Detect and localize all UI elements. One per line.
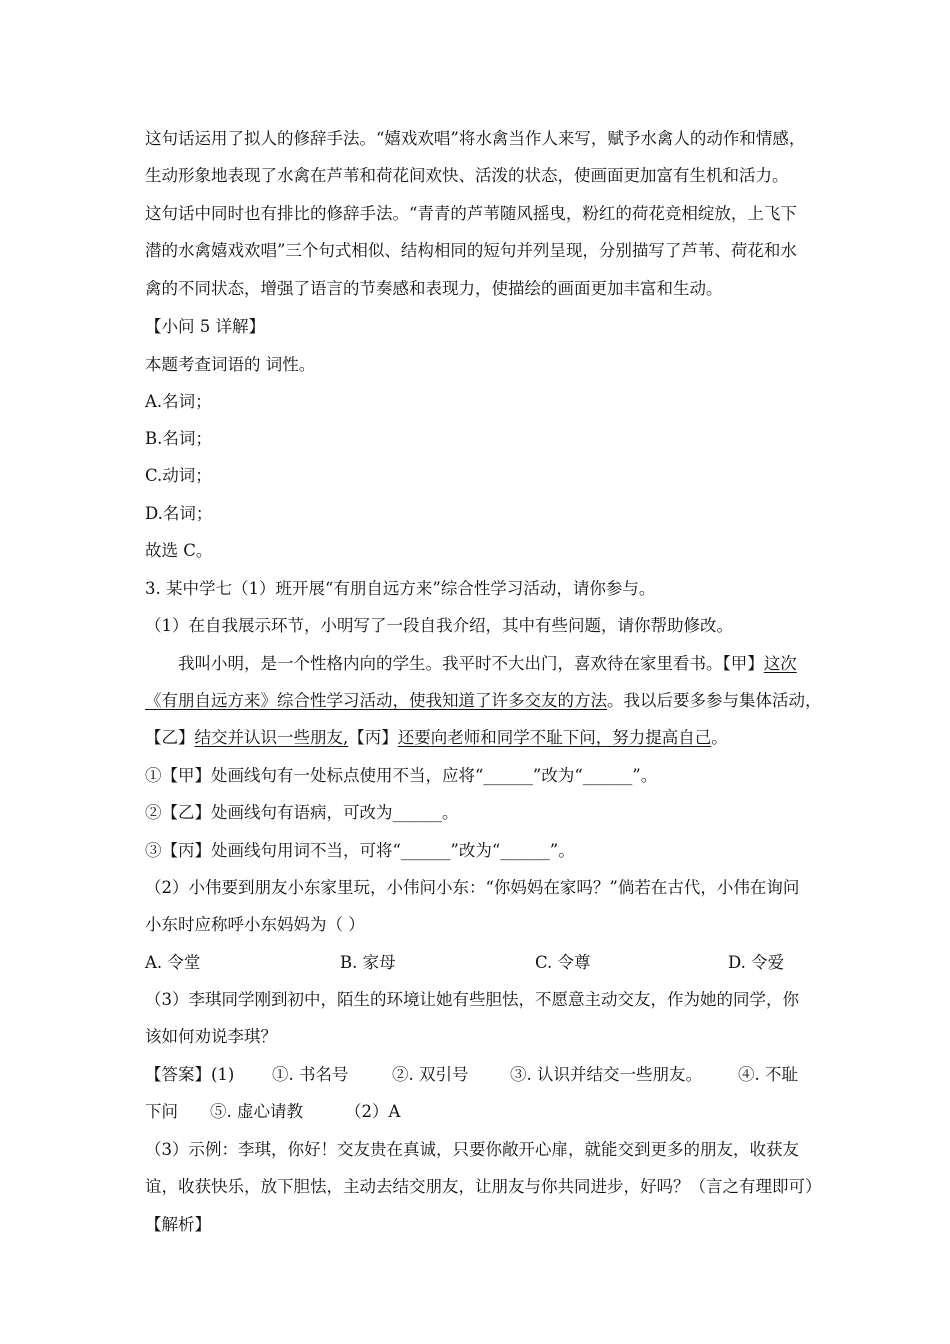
choice-option: A. 令堂 (145, 953, 201, 972)
answer-item: （2）A (345, 1102, 401, 1121)
section-heading: 【小问 5 详解】 (145, 317, 265, 336)
conclusion-text: 故选 C。 (145, 541, 213, 560)
underlined-sentence-yi: 结交并认识一些朋友, (194, 728, 349, 747)
underlined-sentence-jia: 《有朋自远方来》综合性学习活动，使我知道了许多交友的方法 (145, 691, 607, 710)
sub-question: （1）在自我展示环节，小明写了一段自我介绍，其中有些问题，请你帮助修改。 (145, 616, 733, 635)
paragraph-line: 禽的不同状态，增强了语言的节奏感和表现力，使描绘的画面更加丰富和生动。 (145, 279, 723, 298)
explanation-text: 本题考查词语的 词性。 (145, 355, 316, 374)
choice-option: C. 令尊 (535, 953, 591, 972)
answer-label: 【答案】(1) (145, 1065, 235, 1084)
answer-item: ④. 不耻 (738, 1065, 798, 1084)
option-analysis: D.名词； (145, 504, 213, 523)
passage-text: 我叫小明，是一个性格内向的学生。我平时不大出门，喜欢待在家里看书。【甲】 (178, 654, 764, 673)
passage-line (145, 687, 822, 711)
answer-example: 谊，收获快乐，放下胆怯，主动去结交朋友，让朋友与你共同进步，好吗？（言之有理即可） (145, 1177, 822, 1196)
passage-line (178, 650, 797, 674)
sub-question: 小东时应称呼小东妈妈为（ ） (145, 915, 365, 934)
choice-option: D. 令爱 (728, 953, 785, 972)
answer-item: ③. 认识并结交一些朋友。 (510, 1065, 702, 1084)
question-item: ②【乙】处画线句有语病，可改为______。 (145, 803, 459, 822)
option-analysis: A.名词； (145, 392, 212, 411)
answer-item: ②. 双引号 (392, 1065, 469, 1084)
paragraph-line: 这句话运用了拟人的修辞手法。“嬉戏欢唱”将水禽当作人来写，赋予水禽人的动作和情感， (145, 129, 806, 148)
question-item: ③【丙】处画线句用词不当，可将“______”改为“______”。 (145, 841, 575, 860)
marker-yi: 【乙】 (145, 728, 195, 747)
sub-question: （3）李琪同学刚到初中，陌生的环境让她有些胆怯，不愿意主动交友，作为她的同学，你 (145, 990, 799, 1009)
question-item: ①【甲】处画线句有一处标点使用不当，应将“______”改为“______”。 (145, 766, 658, 785)
passage-text: 。 (711, 728, 728, 747)
option-analysis: B.名词； (145, 429, 212, 448)
question-stem: 3. 某中学七（1）班开展“有朋自远方来”综合性学习活动，请你参与。 (145, 579, 656, 598)
sub-question: （2）小伟要到朋友小东家里玩，小伟问小东：“你妈妈在家吗？”倘若在古代，小伟在询问 (145, 878, 800, 897)
marker-bing: 【丙】 (348, 728, 398, 747)
choice-option: B. 家母 (340, 953, 396, 972)
answer-item: ①. 书名号 (272, 1065, 349, 1084)
option-analysis: C.动词； (145, 466, 212, 485)
passage-text: 。我以后要多参与集体活动， (607, 691, 822, 710)
answer-item: ⑤. 虚心请教 (210, 1102, 303, 1121)
underlined-sentence-jia: 这次 (763, 654, 797, 673)
analysis-heading: 【解析】 (145, 1215, 211, 1234)
paragraph-line: 生动形象地表现了水禽在芦苇和荷花间欢快、活泼的状态，使画面更加富有生机和活力。 (145, 166, 789, 185)
answer-item: 下问 (145, 1102, 178, 1121)
paragraph-line: 这句话中同时也有排比的修辞手法。“青青的芦苇随风摇曳，粉红的荷花竞相绽放，上飞下 (145, 204, 797, 223)
passage-line (145, 724, 728, 748)
answer-example: （3）示例：李琪，你好！交友贵在真诚，只要你敞开心扉，就能交到更多的朋友，收获友 (145, 1140, 799, 1159)
paragraph-line: 潜的水禽嬉戏欢唱”三个句式相似、结构相同的短句并列呈现，分别描写了芦苇、荷花和水 (145, 241, 797, 260)
underlined-sentence-bing: 还要向老师和同学不耻下问，努力提高自己 (397, 728, 712, 747)
sub-question: 该如何劝说李琪？ (145, 1027, 277, 1046)
